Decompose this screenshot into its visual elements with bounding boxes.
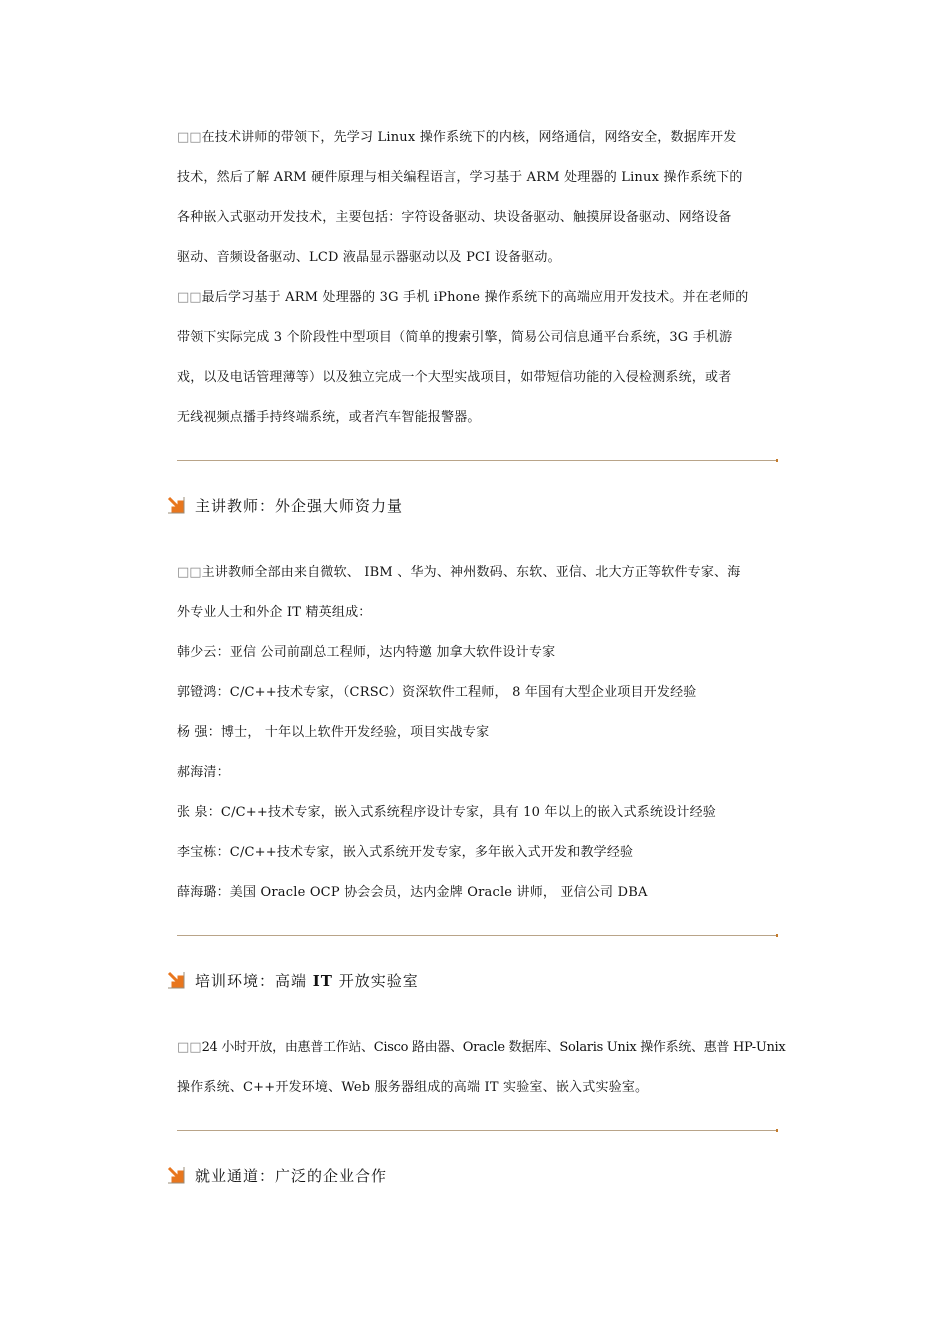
text-line: 驱动、音频设备驱动、LCD 液晶显示器驱动以及 PCI 设备驱动。 — [177, 250, 561, 265]
teacher-item: 郭镫鸿：C/C++技术专家，（CRSC）资深软件工程师， 8 年国有大型企业项目开发经验 — [177, 685, 697, 700]
section-header-environment — [167, 960, 777, 1000]
arrow-down-right-icon — [167, 1166, 185, 1184]
title-bold: IT — [312, 971, 333, 990]
divider — [177, 460, 777, 461]
text-line: 技术，然后了解 ARM 硬件原理与相关编程语言，学习基于 ARM 处理器的 Linux 操作系统下的 — [177, 170, 743, 185]
intro-paragraph-1 — [177, 118, 777, 278]
section-title: 就业通道：广泛的企业合作 — [195, 1166, 388, 1185]
divider — [177, 935, 777, 936]
text-line: □□ 主讲教师全部由来自微软、 IBM 、华为、神州数码、东软、亚信、北大方正等软件专家、海 — [177, 553, 777, 593]
teachers-intro — [177, 553, 777, 633]
teacher-item: 郝海清： — [177, 765, 230, 780]
text-line: □□ 24 小时开放，由惠普工作站、Cisco 路由器、Oracle 数据库、Solaris Unix 操作系统、惠普 HP-Unix — [177, 1028, 777, 1068]
text-line: 戏，以及电话管理薄等）以及独立完成一个大型实战项目，如带短信功能的入侵检测系统，或者 — [177, 370, 732, 385]
title-suffix: 开放实验室 — [332, 971, 419, 990]
divider — [177, 1130, 777, 1131]
teacher-list — [177, 633, 777, 913]
section-header-teachers — [167, 485, 777, 525]
section-title: 主讲教师：外企强大师资力量 — [195, 496, 404, 515]
environment-paragraph — [177, 1028, 786, 1108]
text-line: 外专业人士和外企 IT 精英组成： — [177, 605, 372, 620]
text-line: 操作系统、C++开发环境、Web 服务器组成的高端 IT 实验室、嵌入式实验室。 — [177, 1080, 649, 1095]
teacher-item: 张 泉：C/C++技术专家，嵌入式系统程序设计专家，具有 10 年以上的嵌入式系统设计经验 — [177, 805, 716, 820]
teacher-item: 薛海璐：美国 Oracle OCP 协会会员，达内金牌 Oracle 讲师， 亚信公司 DBA — [177, 885, 648, 900]
document-body — [177, 118, 786, 1195]
text-line: □□ 在技术讲师的带领下，先学习 Linux 操作系统下的内核，网络通信，网络安全，数据库开发 — [177, 118, 777, 158]
text-line: 各种嵌入式驱动开发技术，主要包括：字符设备驱动、块设备驱动、触摸屏设备驱动、网络设备 — [177, 210, 732, 225]
section-title — [195, 970, 419, 991]
teacher-item: 韩少云：亚信 公司前副总工程师，达内特邀 加拿大软件设计专家 — [177, 645, 556, 660]
arrow-down-right-icon — [167, 496, 185, 514]
text-line: 带领下实际完成 3 个阶段性中型项目（简单的搜索引擎，简易公司信息通平台系统，3G 手机游 — [177, 330, 733, 345]
text-line: 无线视频点播手持终端系统，或者汽车智能报警器。 — [177, 410, 481, 425]
section-header-employment — [167, 1155, 777, 1195]
arrow-down-right-icon — [167, 971, 185, 989]
intro-paragraph-2 — [177, 278, 777, 438]
teacher-item: 杨 强：博士， 十年以上软件开发经验，项目实战专家 — [177, 725, 490, 740]
text-line: □□ 最后学习基于 ARM 处理器的 3G 手机 iPhone 操作系统下的高端应用开发技术。并在老师的 — [177, 278, 777, 318]
title-prefix: 培训环境：高端 — [195, 971, 313, 990]
teacher-item: 李宝栋：C/C++技术专家，嵌入式系统开发专家，多年嵌入式开发和教学经验 — [177, 845, 634, 860]
